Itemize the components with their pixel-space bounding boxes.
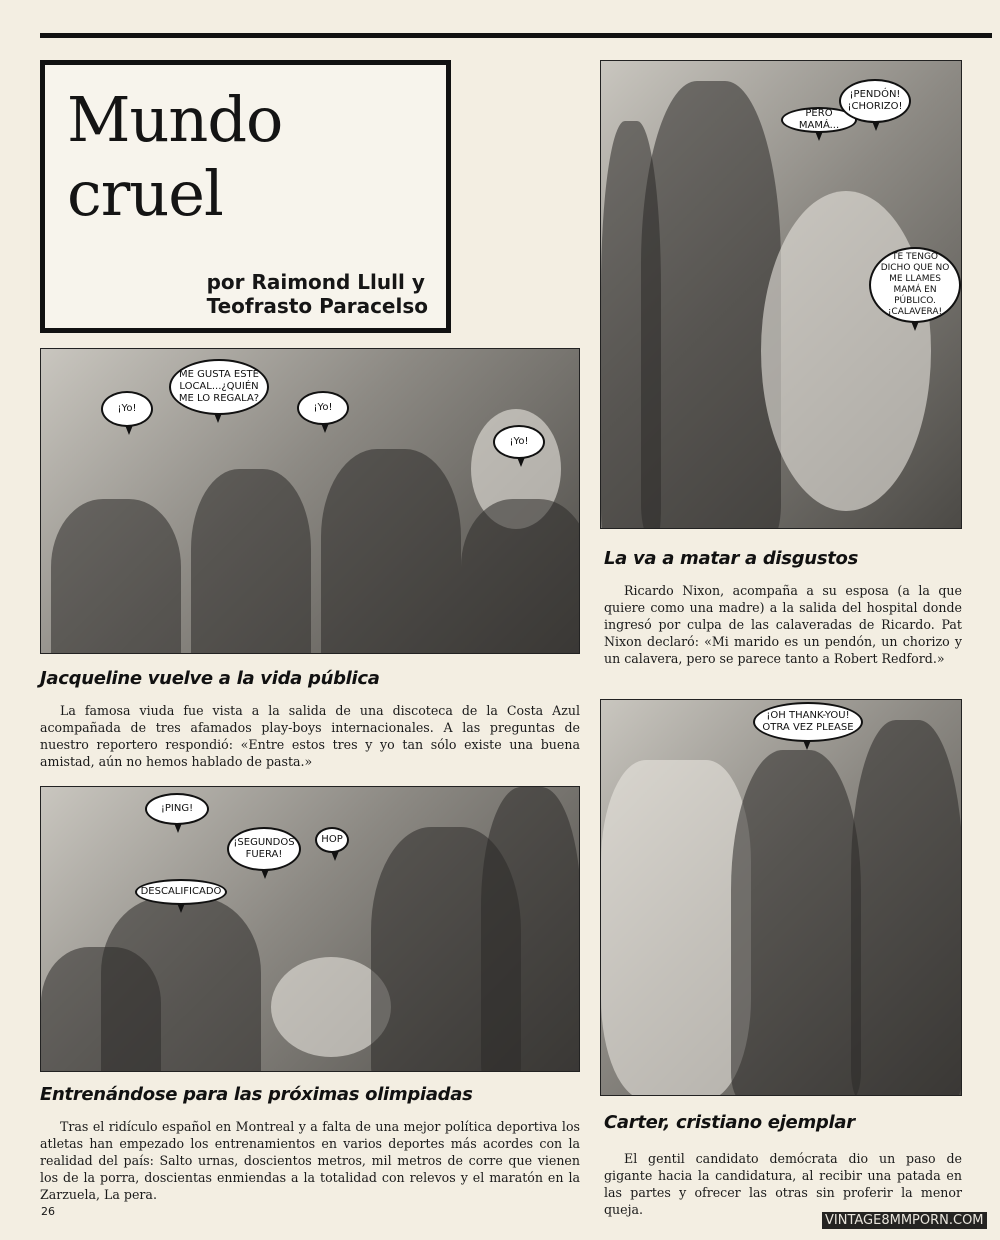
top-rule: [40, 33, 992, 38]
jackie-photo: [40, 348, 580, 654]
speech-bubble: PERO MAMÁ...: [781, 107, 857, 133]
byline-line-1: por Raimond Llull y: [206, 270, 425, 294]
speech-bubble: DESCALIFICADO: [135, 879, 227, 905]
nixon-text: Ricardo Nixon, acompaña a su esposa (a la que quiere como una madre) a la salida del hospital donde ingresó por culpa de las calaveradas de Ricardo. Pat Nixon declaró: «Mi marido es un pendón, un chorizo y un calavera, pero se parece tanto a Robert Redford.»: [604, 583, 962, 666]
speech-bubble: ¡OH THANK-YOU! OTRA VEZ PLEASE: [753, 702, 863, 742]
speech-bubble: ¡Yo!: [297, 391, 349, 425]
jackie-caption: Jacqueline vuelve a la vida pública: [40, 668, 380, 689]
speech-bubble: ¡Yo!: [493, 425, 545, 459]
nixon-caption: La va a matar a disgustos: [604, 548, 859, 569]
byline-line-2: Teofrasto Paracelso: [206, 294, 428, 318]
speech-bubble: HOP: [315, 827, 349, 853]
byline: [207, 270, 428, 318]
speech-bubble: ME GUSTA ESTE LOCAL...¿QUIÉN ME LO REGALA?: [169, 359, 269, 415]
speech-bubble: ¡SEGUNDOS FUERA!: [227, 827, 301, 871]
page-number: 26: [41, 1205, 55, 1218]
speech-bubble: ¡PING!: [145, 793, 209, 825]
carter-text: El gentil candidato demócrata dio un paso de gigante hacia la candidatura, al recibir una patada en las partes y ofrecer las otras sin proferir la menor queja.: [604, 1151, 962, 1217]
carter-caption: Carter, cristiano ejemplar: [604, 1112, 855, 1133]
page-title: [67, 83, 282, 231]
title-line-1: Mundo: [67, 83, 283, 156]
speech-bubble: ¡PENDÓN! ¡CHORIZO!: [839, 79, 911, 123]
olympics-caption: Entrenándose para las próximas olimpiadas: [40, 1084, 473, 1105]
olympics-photo: [40, 786, 580, 1072]
title-box: [40, 60, 451, 333]
olympics-text: Tras el ridículo español en Montreal y a falta de una mejor política deportiva los atletas han empezado los entrenamientos en varios deportes más acordes con la realidad del país: Salto urnas, doscientos metros, mil metros de corre que vienen los de la porra, doscientas enmiendas a la totalidad con relevos y el maratón en la Zarzuela, La pera.: [40, 1119, 580, 1202]
speech-bubble: TE TENGO DICHO QUE NO ME LLAMES MAMÁ EN PÚBLICO. ¡CALAVERA!: [869, 247, 961, 323]
speech-bubble: ¡Yo!: [101, 391, 153, 427]
carter-photo: [600, 699, 962, 1096]
jackie-text: La famosa viuda fue vista a la salida de una discoteca de la Costa Azul acompañada de tres afamados play-boys internacionales. A las preguntas de nuestro reportero respondió: «Entre estos tres y yo tan sólo existe una buena amistad, aún no hemos hablado de pasta.»: [40, 703, 580, 769]
title-line-2: cruel: [67, 157, 223, 230]
watermark: VINTAGE8MMPORN.COM: [822, 1212, 987, 1229]
nixon-photo: [600, 60, 962, 529]
